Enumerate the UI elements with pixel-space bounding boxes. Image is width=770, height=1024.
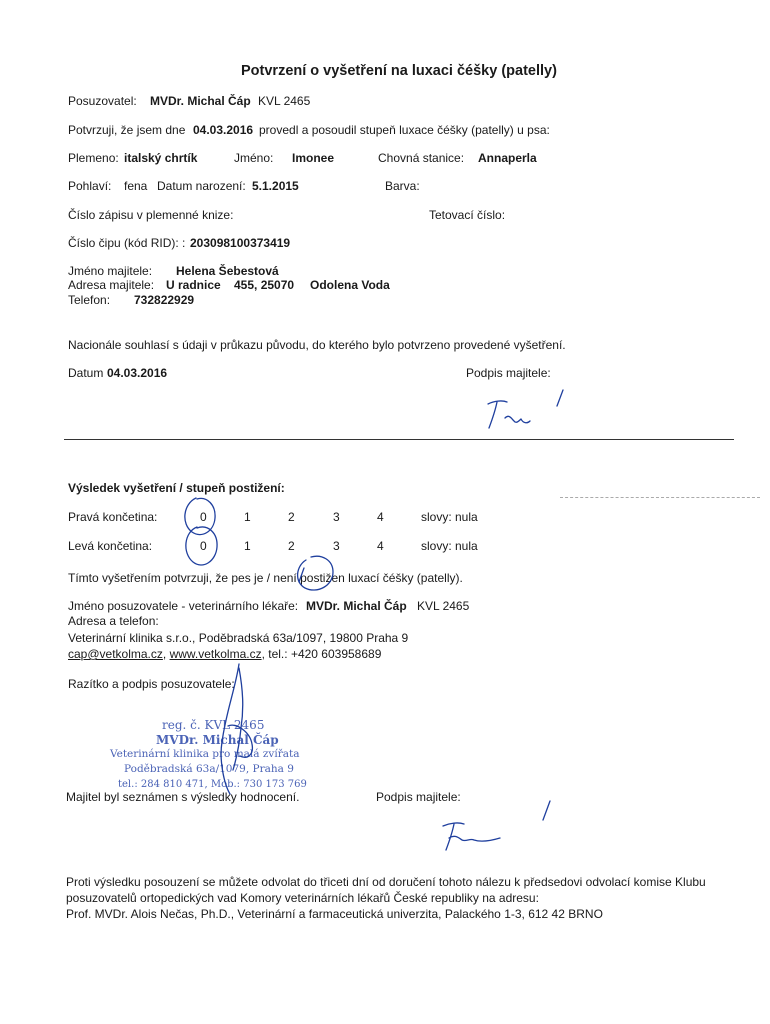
vet-name-value: MVDr. Michal Čáp: [306, 599, 407, 613]
je-slash: [299, 568, 304, 582]
assessor-name: MVDr. Michal Čáp: [150, 94, 251, 108]
left-grade-4: 4: [377, 539, 384, 553]
exam-date: 04.03.2016: [193, 123, 254, 137]
stamp-address: Poděbradská 63a/1079, Praha 9: [124, 763, 294, 775]
left-grade-2: 2: [288, 539, 295, 553]
owner-street: U radnice: [166, 278, 221, 292]
birth-label: Datum narození:: [157, 179, 246, 193]
birth-value: 5.1.2015: [252, 179, 299, 193]
right-words: slovy: nula: [421, 510, 478, 524]
assessor-label: Posuzovatel:: [68, 94, 137, 108]
owner-informed: Majitel byl seznámen s výsledky hodnocení.: [66, 790, 300, 804]
right-grade-2: 2: [288, 510, 295, 524]
result-statement: Tímto vyšetřením potvrzuji, že pes je / není postižen luxací čéšky (patelly).: [68, 571, 463, 585]
breed-value: italský chrtík: [124, 151, 198, 165]
assessor-kvl: KVL 2465: [258, 94, 311, 108]
date-label: Datum: [68, 366, 104, 380]
left-limb-label: Levá končetina:: [68, 539, 153, 553]
left-grade-circle: [186, 527, 217, 565]
left-words: slovy: nula: [421, 539, 478, 553]
stamp-reg: reg. č. KVL 2465: [162, 718, 265, 732]
result-heading: Výsledek vyšetření / stupeň postižení:: [68, 481, 285, 495]
sex-value: fena: [124, 179, 148, 193]
stamp-name: MVDr. Michal Čáp: [156, 733, 279, 747]
date-value: 04.03.2016: [107, 366, 168, 380]
right-grade-1: 1: [244, 510, 251, 524]
right-grade-0: 0: [200, 510, 207, 524]
national-text: Nacionále souhlasí s údaji v průkazu původu, do kterého bylo potvrzeno provedené vyšetření.: [68, 338, 566, 352]
confirm-prefix: Potvrzuji, že jsem dne: [68, 123, 186, 137]
confirm-suffix: provedl a posoudil stupeň luxace čéšky (patelly) u psa:: [259, 123, 550, 137]
left-grade-3: 3: [333, 539, 340, 553]
owner-name-value: Helena Šebestová: [176, 264, 279, 278]
neni-circle: [298, 556, 333, 590]
breed-label: Plemeno:: [68, 151, 119, 165]
vet-email[interactable]: cap@vetkolma.cz: [68, 647, 163, 661]
owner-signature-label-bottom: Podpis majitele:: [376, 790, 461, 804]
stamp-signature-label: Razítko a podpis posuzovatele:: [68, 677, 235, 691]
chip-value: 203098100373419: [190, 236, 291, 250]
tattoo-label: Tetovací číslo:: [429, 208, 506, 222]
kennel-label: Chovná stanice:: [378, 151, 465, 165]
stamp-phone: tel.: 284 810 471, Mob.: 730 173 769: [118, 779, 307, 790]
vet-kvl: KVL 2465: [417, 599, 470, 613]
document-title: Potvrzení o vyšetření na luxaci čéšky (patelly): [241, 63, 557, 79]
vet-website[interactable]: www.vetkolma.cz: [169, 647, 262, 661]
owner-city: Odolena Voda: [310, 278, 390, 292]
owner-number: 455, 25070: [234, 278, 295, 292]
appeal-line-3: Prof. MVDr. Alois Nečas, Ph.D., Veterinární a farmaceutická univerzita, Palackého 1-3, 612 42 BRNO: [66, 907, 603, 921]
owner-signature-top: [488, 390, 563, 428]
left-grade-1: 1: [244, 539, 251, 553]
right-grade-3: 3: [333, 510, 340, 524]
appeal-line-2: posuzovatelů ortopedických vad Komory veterinárních lékařů České republiky na adresu:: [66, 891, 539, 905]
vet-name-label: Jméno posuzovatele - veterinárního lékaře:: [68, 599, 299, 613]
owner-signature-bottom: [443, 801, 550, 850]
color-label: Barva:: [385, 179, 420, 193]
owner-phone-value: 732822929: [134, 293, 195, 307]
dog-name-label: Jméno:: [234, 151, 274, 165]
right-grade-4: 4: [377, 510, 384, 524]
chip-label: Číslo čipu (kód RID): :: [68, 236, 186, 250]
vet-address: Veterinární klinika s.r.o., Poděbradská 63a/1097, 19800 Praha 9: [68, 631, 409, 645]
owner-signature-label-top: Podpis majitele:: [466, 366, 551, 380]
left-grade-0: 0: [200, 539, 207, 553]
sex-label: Pohlaví:: [68, 179, 112, 193]
vet-address-label: Adresa a telefon:: [68, 614, 159, 628]
kennel-value: Annaperla: [478, 151, 537, 165]
owner-phone-label: Telefon:: [68, 293, 111, 307]
right-limb-label: Pravá končetina:: [68, 510, 158, 524]
vet-contact: cap@vetkolma.cz, www.vetkolma.cz, tel.: +420 603958689: [68, 647, 382, 661]
appeal-line-1: Proti výsledku posouzení se můžete odvolat do třiceti dní od doručení tohoto nálezu k předsedovi odvolací komise Klubu: [66, 875, 706, 889]
owner-name-label: Jméno majitele:: [68, 264, 153, 278]
stamp-clinic: Veterinární klinika pro malá zvířata: [110, 748, 300, 760]
owner-address-label: Adresa majitele:: [68, 278, 155, 292]
dog-name-value: Imonee: [292, 151, 335, 165]
vet-phone: , tel.: +420 603958689: [261, 647, 382, 661]
vet-signature: [221, 664, 252, 794]
studbook-label: Číslo zápisu v plemenné knize:: [68, 208, 234, 222]
